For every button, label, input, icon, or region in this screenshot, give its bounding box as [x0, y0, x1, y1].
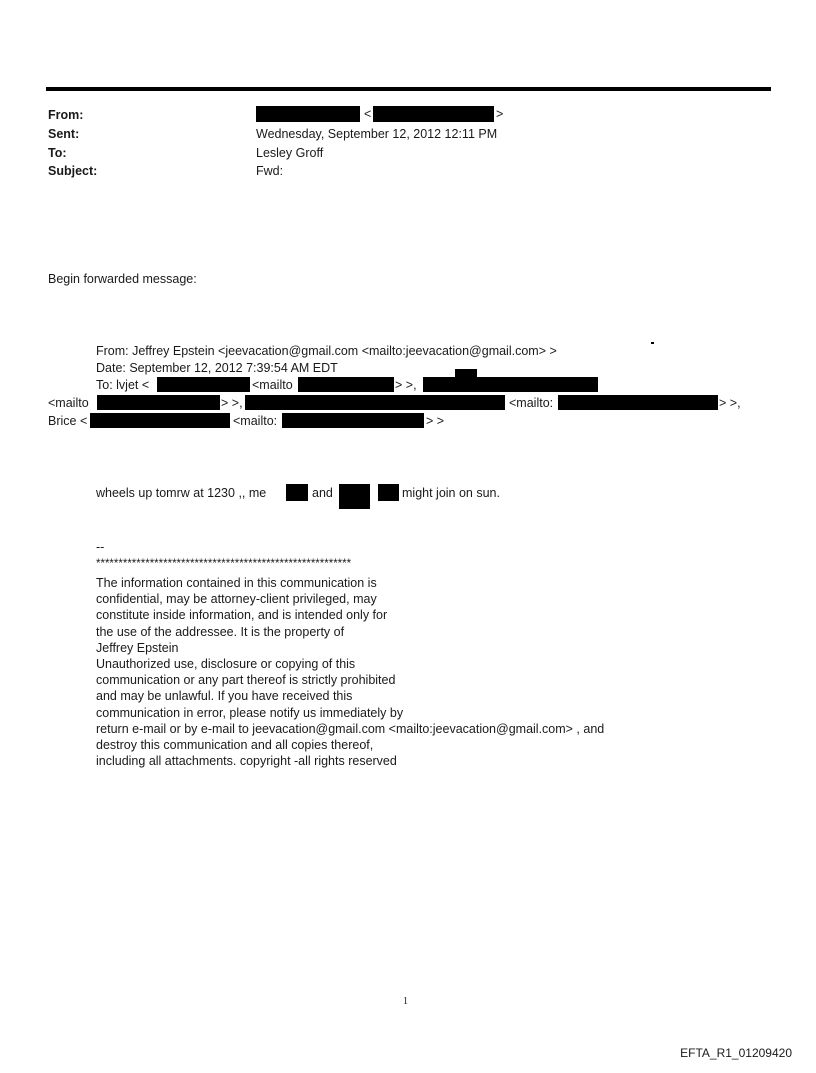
subject-label: Subject: [48, 164, 98, 178]
disclaimer-line: Unauthorized use, disclosure or copying of this [96, 656, 356, 671]
redaction-block [256, 106, 360, 122]
to-label: To: [48, 146, 67, 160]
mailto-open-colon-2: <mailto: [233, 414, 278, 428]
mailto-open-2: <mailto [48, 396, 89, 410]
disclaimer-line: communication in error, please notify us immediately by [96, 705, 404, 720]
header-rule [46, 87, 771, 91]
fwd-from: From: Jeffrey Epstein <jeevacation@gmail.com <mailto:jeevacation@gmail.com> > [96, 344, 557, 358]
message-tail: might join on sun. [402, 486, 500, 500]
close-comma: > >, [395, 378, 417, 392]
fwd-to-prefix: To: lvjet < [96, 378, 150, 392]
redaction-block [378, 484, 399, 501]
page-number: 1 [403, 996, 408, 1007]
redaction-block [298, 377, 394, 392]
redaction-block [286, 484, 308, 501]
subject-value: Fwd: [256, 164, 284, 178]
redaction-block [90, 413, 230, 428]
disclaimer-line: return e-mail or by e-mail to jeevacation@gmail.com <mailto:jeevacation@gmail.com> , and [96, 721, 605, 736]
from-gt: > [496, 107, 504, 121]
stars-line: ********************************************************* [96, 558, 352, 570]
disclaimer-line: Jeffrey Epstein [96, 640, 179, 655]
mailto-open-colon: <mailto: [509, 396, 554, 410]
disclaimer-line: communication or any part thereof is strictly prohibited [96, 673, 396, 688]
redaction-block [558, 395, 718, 410]
mailto-open: <mailto [252, 378, 293, 392]
from-lt: < [364, 107, 372, 121]
close-end: > > [426, 414, 445, 428]
redaction-block [423, 377, 598, 392]
brice-prefix: Brice < [48, 414, 88, 428]
sig-dash: -- [96, 540, 105, 554]
close-comma-2: > >, [221, 396, 243, 410]
redaction-block [282, 413, 424, 428]
disclaimer [96, 575, 604, 769]
close-end-comma: > >, [719, 396, 741, 410]
sent-value: Wednesday, September 12, 2012 12:11 PM [256, 127, 498, 141]
disclaimer-line: destroy this communication and all copies thereof, [96, 737, 374, 752]
disclaimer-line: confidential, may be attorney-client privileged, may [96, 592, 377, 607]
to-value: Lesley Groff [256, 146, 324, 160]
disclaimer-line: The information contained in this communication is [96, 576, 377, 590]
redaction-block [339, 484, 370, 509]
message-text: wheels up tomrw at 1230 ,, me [96, 486, 267, 500]
sent-label: Sent: [48, 127, 80, 141]
message-and: and [312, 486, 333, 500]
redaction-block [373, 106, 494, 122]
redaction-block [97, 395, 220, 410]
disclaimer-line: the use of the addressee. It is the property of [96, 624, 345, 639]
bates-number: EFTA_R1_01209420 [680, 1046, 792, 1060]
from-label: From: [48, 108, 84, 122]
disclaimer-line: constitute inside information, and is intended only for [96, 608, 388, 623]
redaction-mark [651, 342, 654, 344]
redaction-block [455, 369, 477, 378]
disclaimer-line: and may be unlawful. If you have received this [96, 689, 353, 704]
redaction-block [245, 395, 505, 410]
disclaimer-line: including all attachments. copyright -all rights reserved [96, 754, 397, 769]
redaction-block [157, 377, 250, 392]
fwd-date: Date: September 12, 2012 7:39:54 AM EDT [96, 361, 338, 375]
begin-forwarded: Begin forwarded message: [48, 272, 197, 286]
